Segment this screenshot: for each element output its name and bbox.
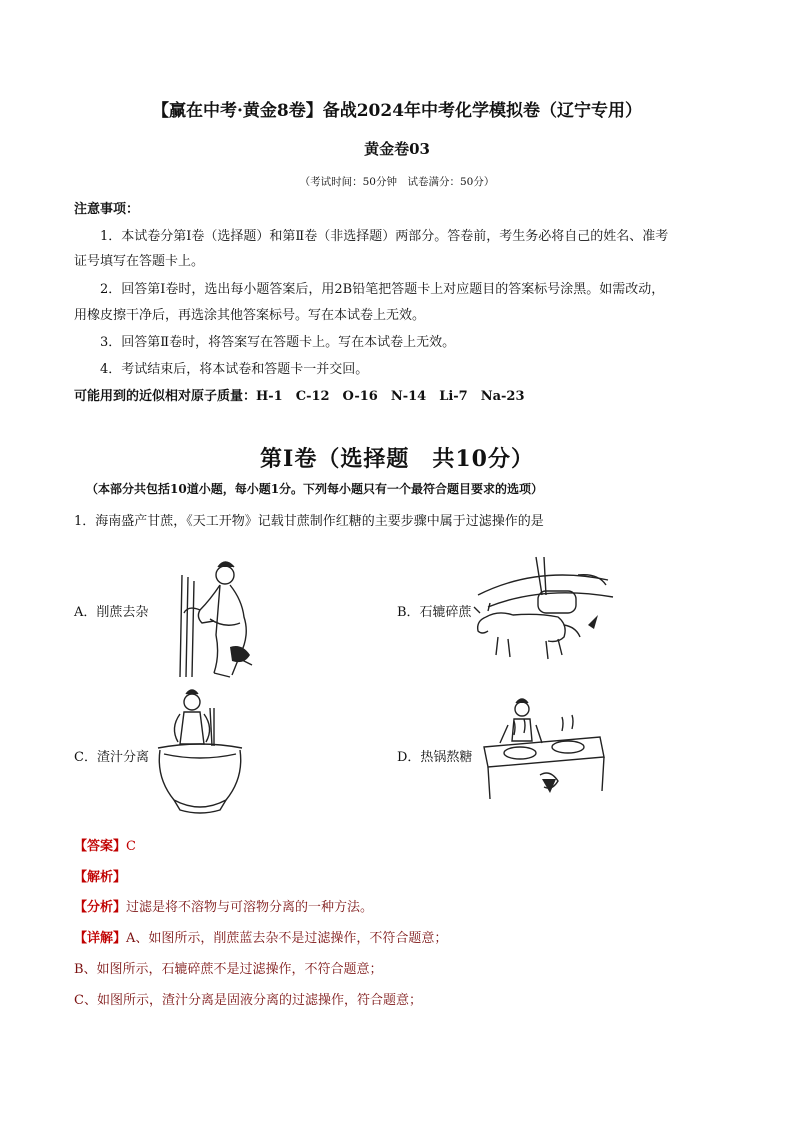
option-d-illustration <box>480 695 610 805</box>
note-line-1: 1．本试卷分第Ⅰ卷（选择题）和第Ⅱ卷（非选择题）两部分。答卷前，考生务必将自己的姓名、准考 <box>100 229 669 244</box>
fenxi-tag: 【分析】 <box>74 900 127 915</box>
answer-value: C <box>126 839 136 854</box>
detail-line-c: C、如图所示，渣汁分离是固液分离的过滤操作，符合题意； <box>74 993 422 1008</box>
analysis-tag: 【解析】 <box>74 870 127 885</box>
note-line-3: 3．回答第Ⅱ卷时，将答案写在答题卡上。写在本试卷上无效。 <box>100 335 456 350</box>
page-title: 【赢在中考·黄金8卷】备战2024年中考化学模拟卷（辽宁专用） <box>151 101 643 121</box>
fenxi-text: 过滤是将不溶物与可溶物分离的一种方法。 <box>126 900 374 915</box>
option-b-illustration <box>468 555 618 670</box>
answer-tag: 【答案】 <box>74 839 127 854</box>
note-line-4: 4．考试结束后，将本试卷和答题卡一并交回。 <box>100 362 369 377</box>
note-line-2b: 用橡皮擦干净后，再选涂其他答案标号。写在本试卷上无效。 <box>74 308 426 323</box>
paper-subtitle: 黄金卷03 <box>364 140 430 158</box>
option-c-label: C．渣汁分离 <box>74 750 149 765</box>
detail-text-a: A、如图所示，削蔗蓝去杂不是过滤操作，不符合题意； <box>126 931 448 946</box>
option-b-label: B．石辘碎蔗 <box>397 605 472 620</box>
option-a-illustration <box>170 555 270 680</box>
note-line-2: 2．回答第Ⅰ卷时，选出每小题答案后，用2B铅笔把答题卡上对应题目的答案标号涂黑。如需改动， <box>100 282 665 297</box>
exam-info: （考试时间：50分钟 试卷满分：50分） <box>299 176 495 188</box>
option-c-illustration <box>150 688 250 818</box>
note-line-1b: 证号填写在答题卡上。 <box>74 254 205 269</box>
section-note: （本部分共包括10道小题，每小题1分。下列每小题只有一个最符合题目要求的选项） <box>86 482 544 496</box>
answer-line <box>74 837 136 857</box>
analysis-line <box>74 868 126 888</box>
atomic-masses: 可能用到的近似相对原子质量：H-1 C-12 O-16 N-14 Li-7 Na-23 <box>74 389 525 404</box>
option-a-label: A．削蔗去杂 <box>74 605 149 620</box>
notes-heading: 注意事项： <box>74 202 140 217</box>
detail-line-b: B、如图所示，石辘碎蔗不是过滤操作，不符合题意； <box>74 962 383 977</box>
question-stem: 1．海南盛产甘蔗，《天工开物》记载甘蔗制作红糖的主要步骤中属于过滤操作的是 <box>74 514 544 529</box>
section-title: 第Ⅰ卷（选择题 共10分） <box>260 446 534 472</box>
option-d-label: D．热锅熬糖 <box>397 750 473 765</box>
detail-tag: 【详解】 <box>74 931 127 946</box>
detail-line-a <box>74 929 447 949</box>
fenxi-line <box>74 898 373 918</box>
